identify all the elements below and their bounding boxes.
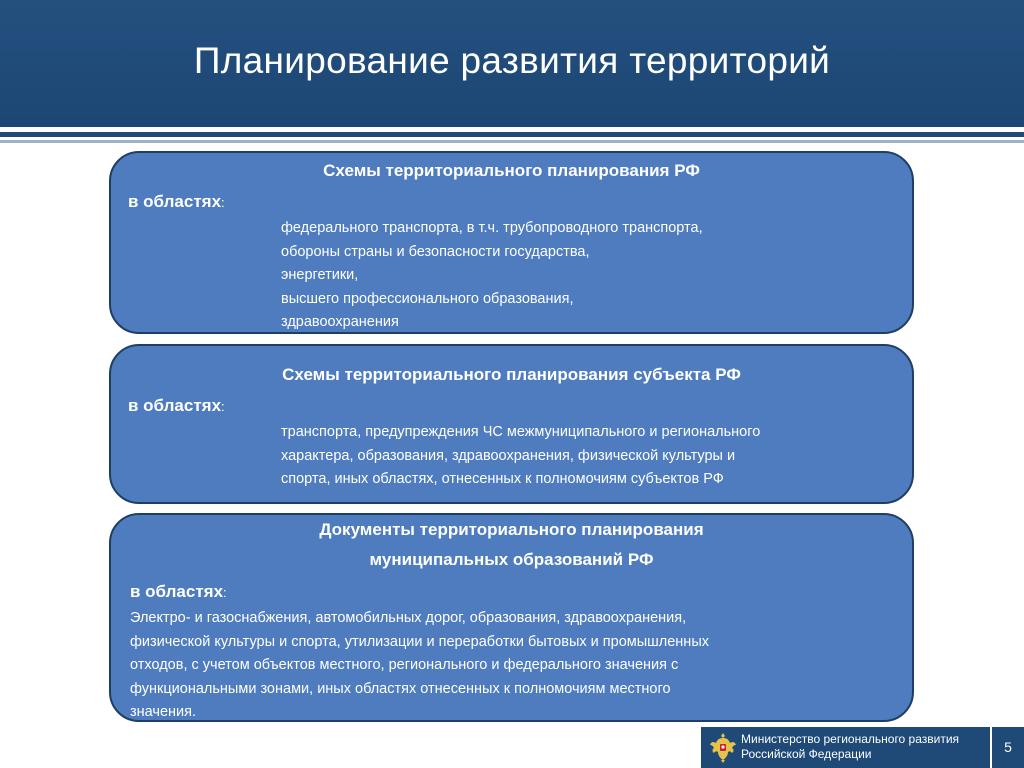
- box-title-line-1: Документы территориального планирования: [319, 520, 704, 539]
- areas-label-text: в областях: [128, 192, 222, 211]
- box-title-line-2: муниципальных образований РФ: [369, 550, 654, 569]
- russian-coat-of-arms-icon: [709, 731, 737, 764]
- list-item: характера, образования, здравоохранения, физической культуры и: [281, 447, 736, 464]
- areas-label: [130, 582, 227, 602]
- header-divider-dark: [0, 132, 1024, 137]
- areas-label: [128, 396, 225, 416]
- slide-header: [0, 0, 1024, 127]
- list-item: транспорта, предупреждения ЧС межмуниципального и регионального: [281, 424, 761, 440]
- list-item: функциональными зонами, иных областях отнесенных к полномочиям местного: [130, 680, 671, 697]
- box-title: Схемы территориального планирования РФ: [323, 161, 700, 180]
- ministry-footer: [701, 727, 1024, 768]
- list-item: высшего профессионального образования,: [281, 290, 574, 307]
- list-item: спорта, иных областях, отнесенных к полномочиям субъектов РФ: [281, 471, 724, 487]
- list-item: значения.: [130, 704, 197, 720]
- ministry-line-1: Министерство регионального развития: [741, 732, 960, 746]
- slide-title: Планирование развития территорий: [193, 40, 831, 81]
- box-title: Схемы территориального планирования субъекта РФ: [282, 365, 741, 384]
- federal-planning-box: [109, 151, 914, 334]
- areas-colon: :: [221, 399, 225, 414]
- list-item: федерального транспорта, в т.ч. трубопроводного транспорта,: [281, 220, 703, 236]
- areas-list: [281, 217, 703, 335]
- list-item: отходов, с учетом объектов местного, регионального и федерального значения с: [130, 657, 679, 673]
- subject-planning-box: [109, 344, 914, 504]
- page-number: 5: [1004, 739, 1012, 755]
- areas-list: [281, 421, 760, 492]
- municipal-planning-box: [109, 513, 914, 722]
- ministry-line-2: Российской Федерации: [741, 747, 872, 761]
- areas-label-text: в областях: [128, 396, 222, 415]
- list-item: энергетики,: [281, 267, 359, 283]
- areas-colon: :: [223, 585, 227, 600]
- list-item: физической культуры и спорта, утилизации и переработки бытовых и промышленных: [130, 633, 709, 650]
- header-divider-light: [0, 140, 1024, 143]
- footer-separator: [990, 727, 992, 768]
- list-item: обороны страны и безопасности государства,: [281, 243, 590, 260]
- ministry-name: [741, 732, 986, 762]
- list-item: Электро- и газоснабжения, автомобильных дорог, образования, здравоохранения,: [130, 610, 687, 626]
- areas-list: [130, 607, 709, 725]
- list-item: здравоохранения: [281, 314, 399, 330]
- areas-colon: :: [221, 195, 225, 210]
- areas-label-text: в областях: [130, 582, 224, 601]
- areas-label: [128, 192, 225, 212]
